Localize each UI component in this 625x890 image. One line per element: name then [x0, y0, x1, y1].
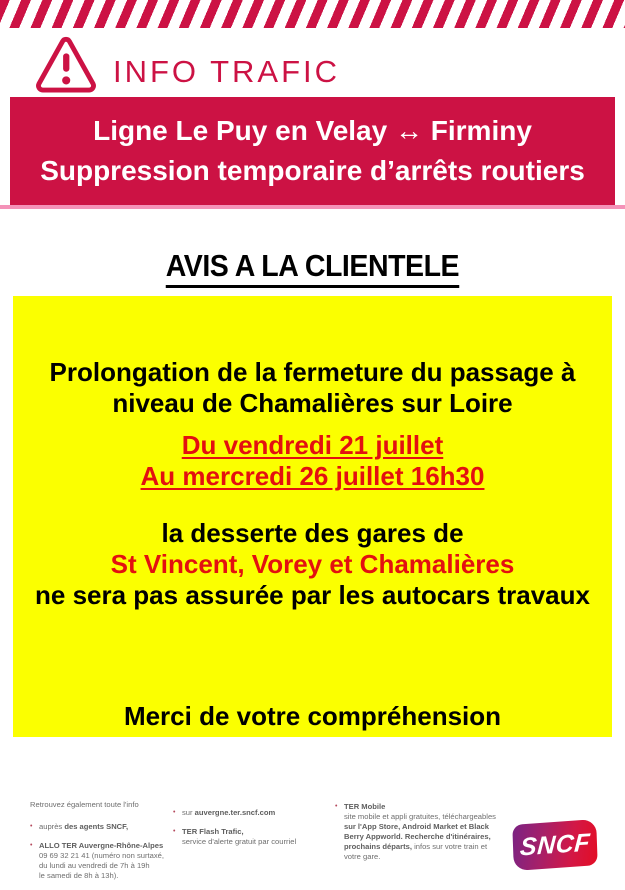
closure-dates [13, 430, 612, 492]
footer-text: 09 69 32 21 41 (numéro non surtaxé, [39, 851, 164, 860]
footer-text: sur [182, 808, 195, 817]
footer-intro: Retrouvez également toute l'info [30, 800, 139, 809]
footer-text-bold: des agents SNCF, [64, 822, 129, 831]
footer-text: service d'alerte gratuit par courriel [182, 837, 297, 846]
bullet-icon: • [30, 823, 33, 830]
stations-list: St Vincent, Vorey et Chamalières [110, 549, 515, 579]
sncf-logo [512, 819, 597, 871]
footer-item-ter-mobile [335, 802, 500, 862]
service-paragraph [13, 518, 612, 611]
banner-line-route: Ligne Le Puy en Velay ↔ Firminy [93, 115, 532, 146]
warning-triangle-icon [35, 35, 97, 98]
footer-text: du lundi au vendredi de 7h à 19h [39, 861, 150, 870]
bullet-icon: • [30, 842, 33, 849]
footer-website-url: auvergne.ter.sncf.com [194, 808, 276, 817]
bullet-icon: • [173, 809, 176, 816]
service-line-3: ne sera pas assurée par les autocars travaux [35, 580, 590, 610]
closure-line-2: niveau de Chamalières sur Loire [112, 388, 513, 418]
footer-text: auprès [39, 822, 65, 831]
footer-item-allo-ter [30, 841, 182, 881]
footer-text-bold: sur l'App Store, Android Market et Black Berry Appworld. Recherche d'itinéraires, prochains départs, [344, 822, 491, 851]
service-line-1: la desserte des gares de [161, 518, 464, 548]
footer-text: site mobile et appli gratuites, téléchargeables [344, 812, 496, 821]
footer-text: le samedi de 8h à 13h). [39, 871, 119, 880]
footer-item-flash-trafic [173, 827, 315, 847]
notice-body [13, 296, 612, 737]
alert-header [35, 35, 340, 98]
closure-paragraph [13, 296, 612, 419]
line-banner [10, 97, 615, 205]
alert-title: INFO TRAFIC [113, 53, 341, 89]
bullet-icon: • [335, 803, 338, 810]
banner-line-subject: Suppression temporaire d’arrêts routiers [40, 155, 585, 186]
footer-column-mobile [335, 802, 500, 871]
notice-title: AVIS A LA CLIENTELE [166, 248, 459, 288]
footer-column-web [173, 808, 315, 856]
date-from: Du vendredi 21 juillet [181, 430, 444, 460]
notice-title-row [0, 248, 625, 288]
footer-text-bold: TER Flash Trafic, [182, 827, 244, 836]
footer-column-contact [30, 822, 182, 890]
footer-item-agents [30, 822, 182, 832]
footer-text-bold: ALLO TER Auvergne-Rhône-Alpes [39, 841, 164, 850]
footer-text: infos sur votre train et votre gare. [344, 842, 488, 861]
thanks-line: Merci de votre compréhension [123, 701, 502, 731]
date-to: Au mercredi 26 juillet 16h30 [140, 461, 485, 491]
hazard-stripes-band [0, 0, 625, 28]
closure-line-1: Prolongation de la fermeture du passage à [49, 357, 576, 387]
footer-text-bold: TER Mobile [344, 802, 386, 811]
bullet-icon: • [173, 828, 176, 835]
footer-item-website [173, 808, 315, 818]
banner-divider [0, 205, 625, 209]
sncf-logo-text: SNCF [519, 827, 591, 862]
